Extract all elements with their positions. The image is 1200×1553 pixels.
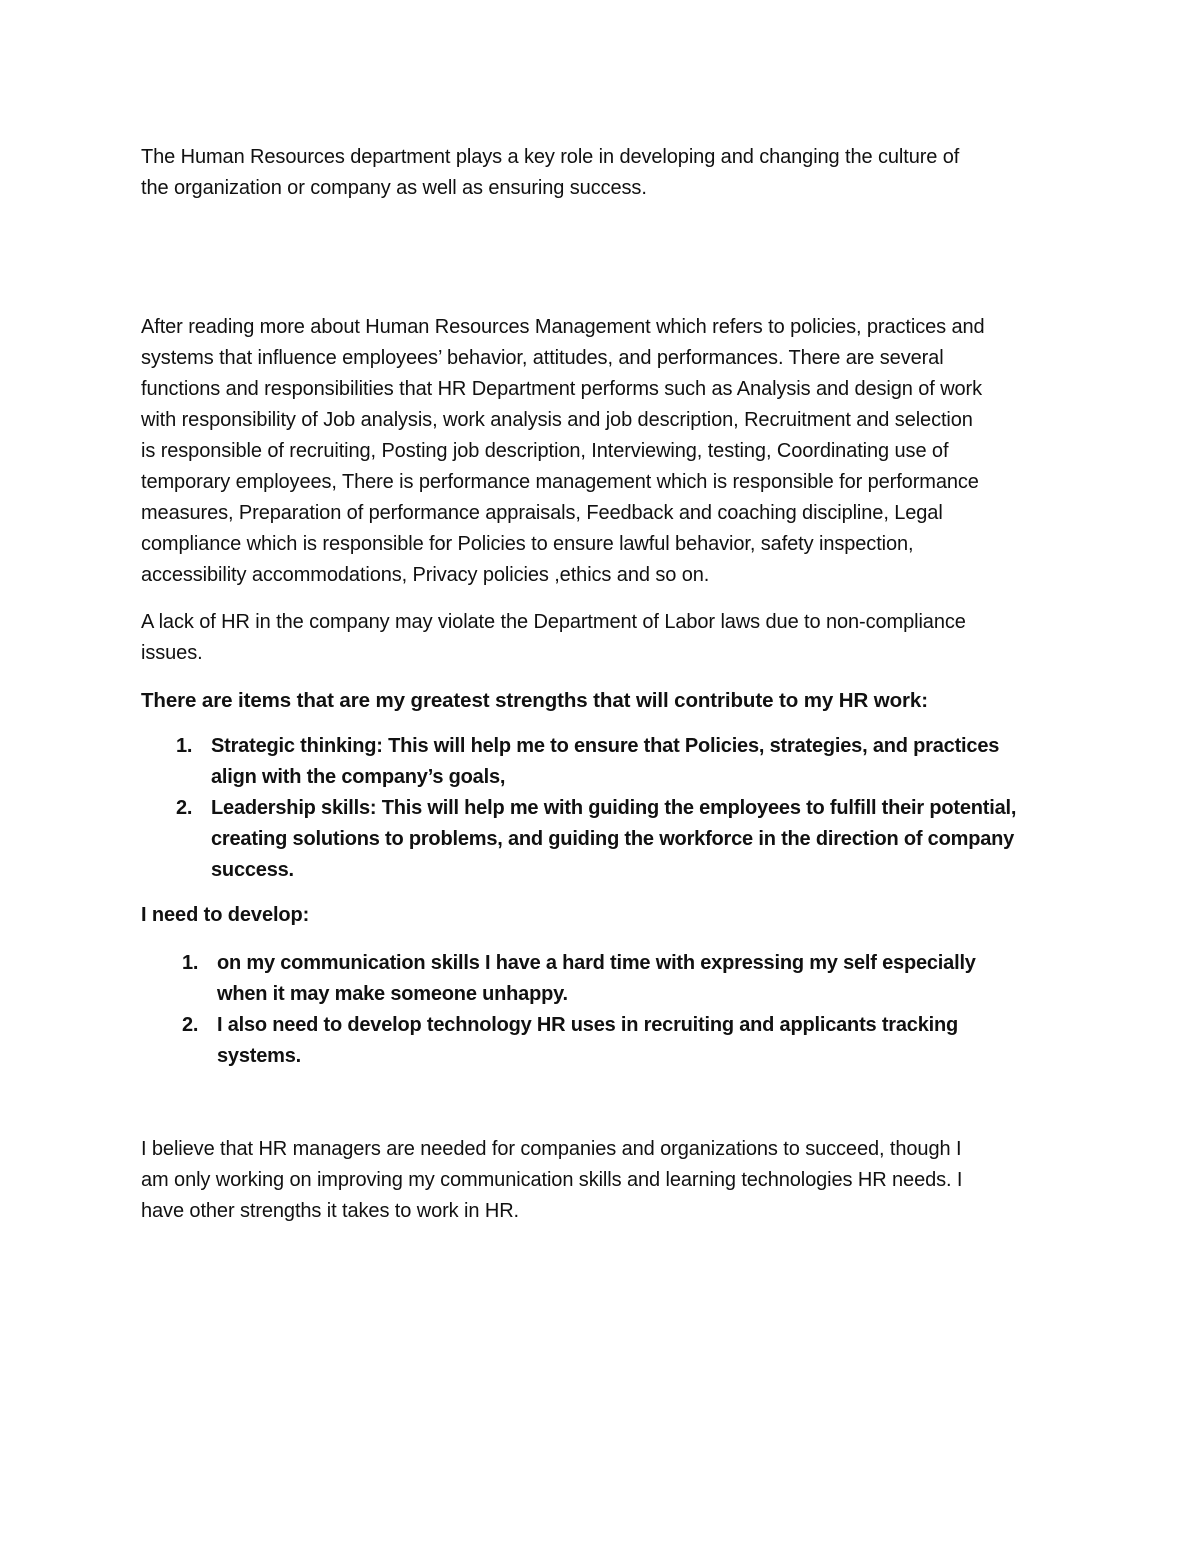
list-item-line: on my communication skills I have a hard time with expressing my self especially <box>217 952 976 974</box>
paragraph-line: with responsibility of Job analysis, work analysis and job description, Recruitment and selection <box>141 409 973 431</box>
lack-of-hr-paragraph <box>141 607 1071 669</box>
develop-list <box>182 948 1042 1072</box>
list-number: 2. <box>182 1014 199 1036</box>
paragraph-line: have other strengths it takes to work in HR. <box>141 1200 519 1222</box>
list-item <box>176 731 1076 793</box>
paragraph-line: the organization or company as well as ensuring success. <box>141 177 647 199</box>
paragraph-line: issues. <box>141 642 203 664</box>
conclusion-paragraph <box>141 1134 1071 1227</box>
strengths-list <box>176 731 1076 886</box>
paragraph-line: A lack of HR in the company may violate the Department of Labor laws due to non-compliance <box>141 611 966 633</box>
list-item-line: Leadership skills: This will help me with guiding the employees to fulfill their potential, <box>211 797 1017 819</box>
paragraph-line: functions and responsibilities that HR Department performs such as Analysis and design of work <box>141 378 983 400</box>
list-number: 1. <box>182 952 199 974</box>
paragraph-line: temporary employees, There is performance management which is responsible for performance <box>141 471 979 493</box>
paragraph-line: I believe that HR managers are needed for companies and organizations to succeed, though I <box>141 1138 962 1160</box>
list-number: 2. <box>176 797 193 819</box>
list-item-line: I also need to develop technology HR uses in recruiting and applicants tracking <box>217 1014 959 1036</box>
list-item <box>182 948 1042 1010</box>
list-item-line: systems. <box>217 1045 302 1067</box>
paragraph-line: measures, Preparation of performance appraisals, Feedback and coaching discipline, Legal <box>141 502 943 524</box>
functions-paragraph <box>141 312 1071 591</box>
paragraph-line: The Human Resources department plays a key role in developing and changing the culture of <box>141 146 960 168</box>
list-number: 1. <box>176 735 193 757</box>
paragraph-line: is responsible of recruiting, Posting job description, Interviewing, testing, Coordinating use of <box>141 440 949 462</box>
list-item-line: creating solutions to problems, and guiding the workforce in the direction of company <box>211 828 1015 850</box>
list-item-line: Strategic thinking: This will help me to ensure that Policies, strategies, and practices <box>211 735 1000 757</box>
paragraph-line: am only working on improving my communication skills and learning technologies HR needs. I <box>141 1169 963 1191</box>
list-item-line: success. <box>211 859 294 881</box>
paragraph-line: compliance which is responsible for Policies to ensure lawful behavior, safety inspection, <box>141 533 914 555</box>
list-item-line: align with the company’s goals, <box>211 766 506 788</box>
intro-paragraph <box>141 142 1071 204</box>
list-item <box>176 793 1076 886</box>
paragraph-line: After reading more about Human Resources Management which refers to policies, practices and <box>141 316 985 338</box>
paragraph-line: systems that influence employees’ behavior, attitudes, and performances. There are several <box>141 347 944 369</box>
list-item <box>182 1010 1042 1072</box>
develop-heading: I need to develop: <box>141 904 310 926</box>
strengths-heading: There are items that are my greatest strengths that will contribute to my HR work: <box>141 689 928 712</box>
list-item-line: when it may make someone unhappy. <box>217 983 568 1005</box>
paragraph-line: accessibility accommodations, Privacy policies ,ethics and so on. <box>141 564 710 586</box>
